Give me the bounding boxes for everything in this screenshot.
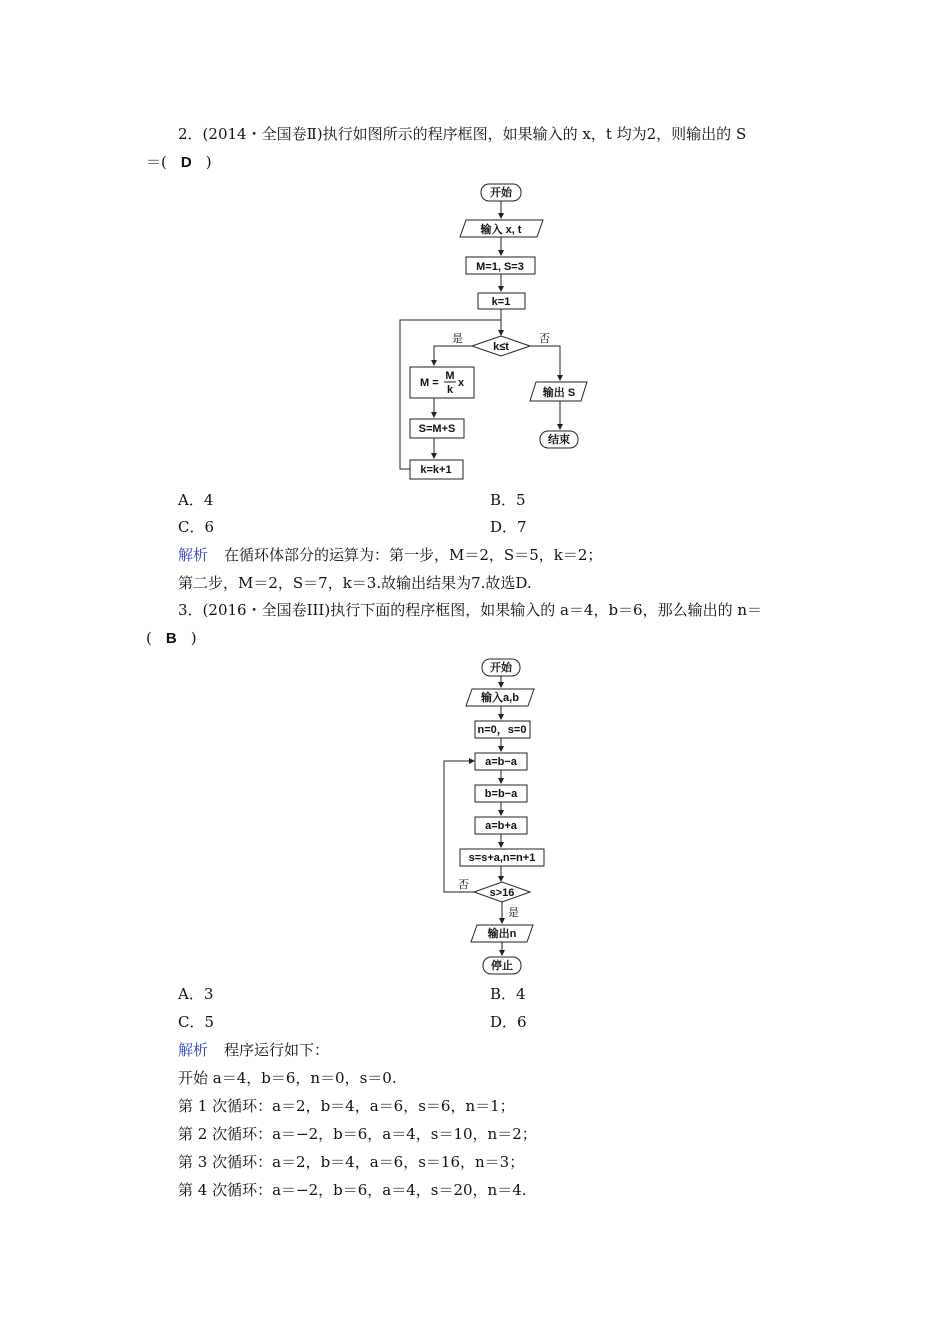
q2-flowchart <box>380 175 620 485</box>
q2-m-update-den: k <box>446 384 454 396</box>
q3-analysis-line-5: 第 4 次循环：a＝−2，b＝6，a＝4，s＝20，n＝4. <box>178 1181 527 1199</box>
q2-condition-label: k≤t <box>493 341 509 353</box>
q2-stem: 2．(2014・全国卷Ⅱ)执行如图所示的程序框图，如果输入的 x，t 均为2，则输出的 S <box>178 125 747 143</box>
q3-no-label: 否 <box>458 879 469 891</box>
q3-paren-close: ) <box>190 629 197 647</box>
q3-analysis-line-2: 第 1 次循环：a＝2，b＝4，a＝6，s＝6，n＝1； <box>178 1097 515 1115</box>
q2-option-a: A．4 <box>178 491 214 509</box>
q3-step2-label: b=b−a <box>484 788 518 800</box>
q2-input-label: 输入 x, t <box>480 224 522 236</box>
q3-step3-label: a=b+a <box>485 820 517 832</box>
q2-answer: D <box>180 154 192 171</box>
q3-option-d: D．6 <box>490 1013 527 1031</box>
q2-stem-cont <box>146 152 212 173</box>
q2-option-c: C．6 <box>178 518 215 536</box>
q3-init-label: n=0，s=0 <box>477 724 527 736</box>
q3-start-label: 开始 <box>490 662 512 674</box>
q3-answer: B <box>165 630 177 647</box>
q2-kinit-label: k=1 <box>491 296 511 308</box>
q2-analysis-line-1 <box>178 545 602 565</box>
q3-analysis-line-3: 第 2 次循环：a＝−2，b＝6，a＝4，s＝10，n＝2； <box>178 1125 537 1143</box>
q2-analysis-text-1: 在循环体部分的运算为：第一步，M＝2，S＝5，k＝2； <box>224 546 603 564</box>
q3-input-label: 输入a,b <box>481 692 519 704</box>
q2-analysis-line-2: 第二步，M＝2，S＝7，k＝3.故输出结果为7.故选D. <box>178 574 532 592</box>
q3-step4-label: s=s+a,n=n+1 <box>468 852 536 864</box>
q3-option-a: A．3 <box>178 985 214 1003</box>
q3-condition-label: s>16 <box>489 887 515 899</box>
q3-paren-open: ( <box>146 629 152 647</box>
q2-m-update-num: M <box>445 370 455 382</box>
q2-no-label: 否 <box>539 333 550 345</box>
q2-yes-label: 是 <box>452 333 463 345</box>
q2-output-label: 输出 S <box>542 387 576 399</box>
q3-yes-label: 是 <box>508 907 519 919</box>
q2-paren-open: ＝( <box>146 153 167 171</box>
q3-stem: 3．(2016・全国卷III)执行下面的程序框图，如果输入的 a＝4，b＝6，那么输出的 n＝ <box>178 601 763 619</box>
q3-output-label: 输出n <box>487 928 517 940</box>
q2-paren-close: ) <box>205 153 212 171</box>
q2-analysis-label: 解析 <box>178 546 209 564</box>
q2-option-d: D．7 <box>490 518 527 536</box>
q3-step1-label: a=b−a <box>485 756 517 768</box>
q3-option-b: B．4 <box>490 985 526 1003</box>
q2-s-update-label: S=M+S <box>418 423 456 435</box>
q3-analysis-intro-text: 程序运行如下： <box>224 1041 330 1059</box>
q2-k-update-label: k=k+1 <box>420 464 452 476</box>
q2-end-label: 结束 <box>548 434 570 446</box>
q2-start-label: 开始 <box>490 187 512 199</box>
q3-analysis-line-1: 开始 a＝4，b＝6，n＝0，s＝0. <box>178 1069 397 1087</box>
q2-init-label: M=1, S=3 <box>476 261 524 273</box>
q3-end-label: 停止 <box>491 960 513 972</box>
q3-analysis-intro <box>178 1040 329 1060</box>
q3-analysis-label: 解析 <box>178 1041 209 1059</box>
q2-option-b: B．5 <box>490 491 526 509</box>
q3-analysis-line-4: 第 3 次循环：a＝2，b＝4，a＝6，s＝16，n＝3； <box>178 1153 525 1171</box>
q2-m-update-lhs: M = <box>420 377 439 389</box>
q3-stem-cont <box>146 628 197 649</box>
q3-option-c: C．5 <box>178 1013 215 1031</box>
q3-flowchart <box>430 652 570 982</box>
q2-m-update-x: x <box>458 377 465 389</box>
